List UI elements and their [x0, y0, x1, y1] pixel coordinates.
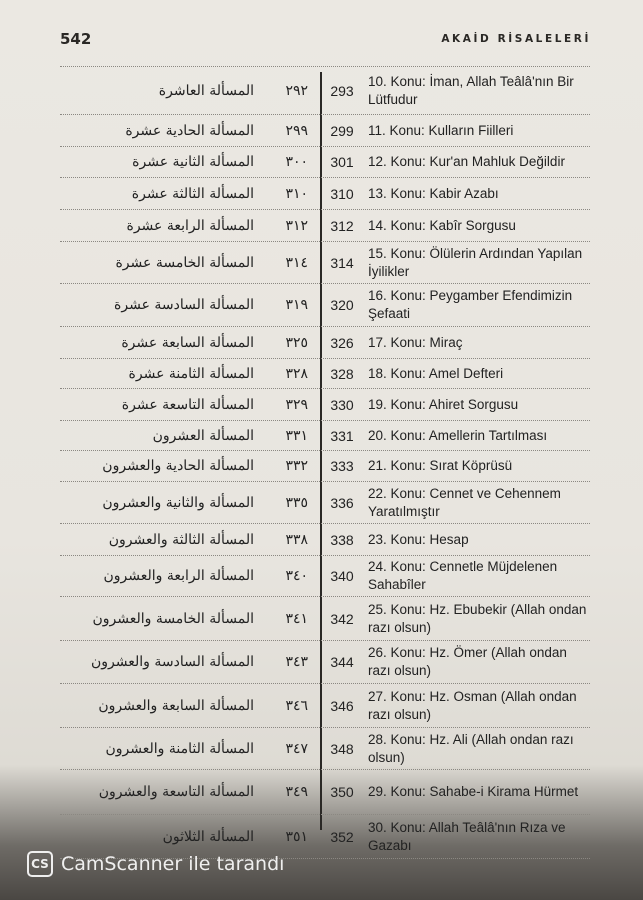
arabic-page-number: ٣٢٥ [285, 334, 308, 351]
page-number-cell: 344 [330, 654, 354, 670]
page-number-cell: 328 [330, 365, 354, 382]
topic-title: 19. Konu: Ahiret Sorgusu [368, 396, 519, 412]
arabic-title: المسألة الثالثة والعشرون [108, 531, 254, 548]
toc-row [60, 641, 590, 684]
topic-title: 16. Konu: Peygamber Efendimizin Şefaati [368, 288, 573, 321]
page-number-cell: 299 [330, 122, 354, 139]
toc-row [60, 284, 590, 327]
arabic-page-number: ٣٤٩ [285, 784, 308, 800]
arabic-cell [60, 242, 320, 283]
running-head: AKAİD RİSALELERİ [441, 33, 591, 45]
topic-title: 12. Konu: Kur'an Mahluk Değildir [368, 154, 565, 169]
arabic-title: المسألة الرابعة عشرة [126, 217, 254, 234]
page-number-cell: 350 [330, 784, 354, 800]
arabic-cell [60, 482, 320, 523]
arabic-page-number: ٣١٩ [285, 297, 308, 313]
toc-row [60, 115, 590, 147]
arabic-title: المسألة الثانية عشرة [132, 154, 254, 170]
topic-title: 28. Konu: Hz. Ali (Allah ondan razı olsun) [368, 731, 574, 765]
page-number-cell: 330 [330, 396, 354, 413]
page-number-cell: 336 [330, 494, 354, 511]
arabic-cell [60, 327, 320, 358]
toc-row [60, 327, 590, 359]
arabic-page-number: ٣١٢ [285, 217, 308, 234]
toc-row [60, 147, 590, 178]
topic-title: 13. Konu: Kabir Azabı [368, 185, 499, 201]
topic-title: 18. Konu: Amel Defteri [368, 365, 504, 381]
arabic-page-number: ٣٣٥ [285, 494, 308, 511]
arabic-cell [60, 421, 320, 450]
arabic-cell [60, 389, 320, 420]
page-number-cell: 312 [330, 217, 354, 234]
toc-row [60, 359, 590, 389]
page-number-cell: 338 [330, 531, 354, 548]
arabic-cell [60, 597, 320, 640]
watermark-text: CamScanner ile tarandı [61, 853, 285, 875]
toc-row [60, 421, 590, 451]
arabic-title: المسألة الثلاثون [162, 828, 254, 845]
toc-row [60, 597, 590, 641]
page-number-cell: 340 [330, 568, 354, 584]
toc-row [60, 524, 590, 556]
arabic-cell [60, 770, 320, 814]
page-number-cell: 314 [330, 254, 354, 271]
toc-row [60, 242, 590, 284]
arabic-title: المسألة السادسة والعشرون [91, 654, 254, 670]
scanner-watermark [27, 849, 284, 879]
arabic-cell [60, 67, 320, 114]
toc-row [60, 451, 590, 482]
arabic-title: المسألة السابعة عشرة [121, 334, 254, 351]
page-number-cell: 352 [330, 828, 354, 845]
page-number-cell: 331 [330, 427, 354, 444]
page-number-cell: 333 [330, 458, 354, 474]
arabic-cell [60, 284, 320, 326]
toc-row [60, 178, 590, 210]
arabic-page-number: ٣٢٩ [285, 396, 308, 413]
arabic-title: المسألة العشرون [152, 427, 254, 444]
arabic-cell [60, 210, 320, 241]
topic-title: 10. Konu: İman, Allah Teâlâ'nın Bir Lütfudur [368, 73, 574, 107]
arabic-page-number: ٣٢٨ [285, 365, 308, 382]
topic-title: 11. Konu: Kulların Fiilleri [368, 122, 514, 138]
toc-row [60, 66, 590, 115]
arabic-cell [60, 556, 320, 596]
arabic-title: المسألة التاسعة والعشرون [98, 784, 254, 800]
topic-title: 15. Konu: Ölülerin Ardından Yapılan İyilikler [368, 245, 583, 279]
page-number: 542 [60, 30, 92, 48]
arabic-page-number: ٣٣١ [285, 427, 308, 444]
arabic-page-number: ٣٣٨ [285, 531, 308, 548]
arabic-title: المسألة السابعة والعشرون [98, 697, 254, 714]
arabic-title: المسألة الحادية والعشرون [102, 458, 254, 474]
arabic-page-number: ٣٤٧ [285, 740, 308, 757]
arabic-title: المسألة الخامسة عشرة [115, 254, 254, 271]
topic-title: 24. Konu: Cennetle Müjdelenen Sahabîler [368, 559, 558, 592]
topic-title: 14. Konu: Kabîr Sorgusu [368, 217, 516, 233]
page-number-cell: 320 [330, 297, 354, 313]
page-number-cell: 326 [330, 334, 354, 351]
toc-row [60, 482, 590, 524]
arabic-title: المسألة التاسعة عشرة [121, 396, 254, 413]
page-number-cell: 342 [330, 610, 354, 627]
topic-title: 27. Konu: Hz. Osman (Allah ondan razı olsun) [368, 688, 577, 722]
toc-row [60, 210, 590, 242]
arabic-page-number: ٢٩٢ [285, 82, 308, 99]
toc-row [60, 728, 590, 770]
arabic-title: المسألة السادسة عشرة [114, 297, 254, 313]
arabic-title: المسألة الخامسة والعشرون [92, 610, 254, 627]
arabic-title: المسألة والثانية والعشرون [102, 494, 254, 511]
page-number-cell: 301 [330, 154, 354, 170]
topic-title: 26. Konu: Hz. Ömer (Allah ondan razı olsun) [368, 645, 567, 678]
topic-title: 21. Konu: Sırat Köprüsü [368, 458, 513, 473]
arabic-page-number: ٣٤٠ [285, 568, 308, 584]
arabic-title: المسألة الرابعة والعشرون [103, 568, 254, 584]
topic-title: 20. Konu: Amellerin Tartılması [368, 427, 548, 443]
arabic-cell [60, 641, 320, 683]
toc-row [60, 770, 590, 815]
arabic-cell [60, 451, 320, 481]
arabic-title: المسألة الثامنة والعشرون [105, 740, 254, 757]
page-header [60, 30, 591, 54]
arabic-cell [60, 728, 320, 769]
camscanner-logo-icon: CS [27, 851, 53, 877]
arabic-page-number: ٢٩٩ [285, 122, 308, 139]
arabic-page-number: ٣٥١ [285, 828, 308, 845]
topic-title: 30. Konu: Allah Teâlâ'nın Rıza ve Gazabı [368, 819, 566, 853]
topic-title: 25. Konu: Hz. Ebubekir (Allah ondan razı olsun) [368, 601, 587, 635]
toc-row [60, 556, 590, 597]
arabic-cell [60, 147, 320, 177]
toc-row [60, 389, 590, 421]
page-number-cell: 293 [330, 82, 354, 99]
arabic-page-number: ٣١٤ [285, 254, 308, 271]
topic-title: 29. Konu: Sahabe-i Kirama Hürmet [368, 784, 579, 799]
arabic-cell [60, 178, 320, 209]
arabic-cell [60, 359, 320, 388]
arabic-page-number: ٣٣٢ [285, 458, 308, 474]
arabic-title: المسألة الثالثة عشرة [131, 185, 254, 202]
arabic-page-number: ٣٤١ [285, 610, 308, 627]
arabic-page-number: ٣١٠ [285, 185, 308, 202]
page-number-cell: 348 [330, 740, 354, 757]
topic-title: 22. Konu: Cennet ve Cehennem Yaratılmıştır [368, 485, 561, 519]
page-number-cell: 346 [330, 697, 354, 714]
arabic-title: المسألة العاشرة [158, 82, 254, 99]
arabic-cell [60, 684, 320, 727]
topic-title: 23. Konu: Hesap [368, 531, 469, 547]
toc-row [60, 684, 590, 728]
arabic-cell [60, 115, 320, 146]
arabic-page-number: ٣٠٠ [285, 154, 308, 170]
table-of-contents [60, 66, 590, 859]
arabic-title: المسألة الحادية عشرة [125, 122, 254, 139]
arabic-page-number: ٣٤٦ [285, 697, 308, 714]
topic-title: 17. Konu: Miraç [368, 334, 463, 350]
arabic-cell [60, 524, 320, 555]
arabic-page-number: ٣٤٣ [285, 654, 308, 670]
page-number-cell: 310 [330, 185, 354, 202]
arabic-title: المسألة الثامنة عشرة [128, 365, 254, 382]
